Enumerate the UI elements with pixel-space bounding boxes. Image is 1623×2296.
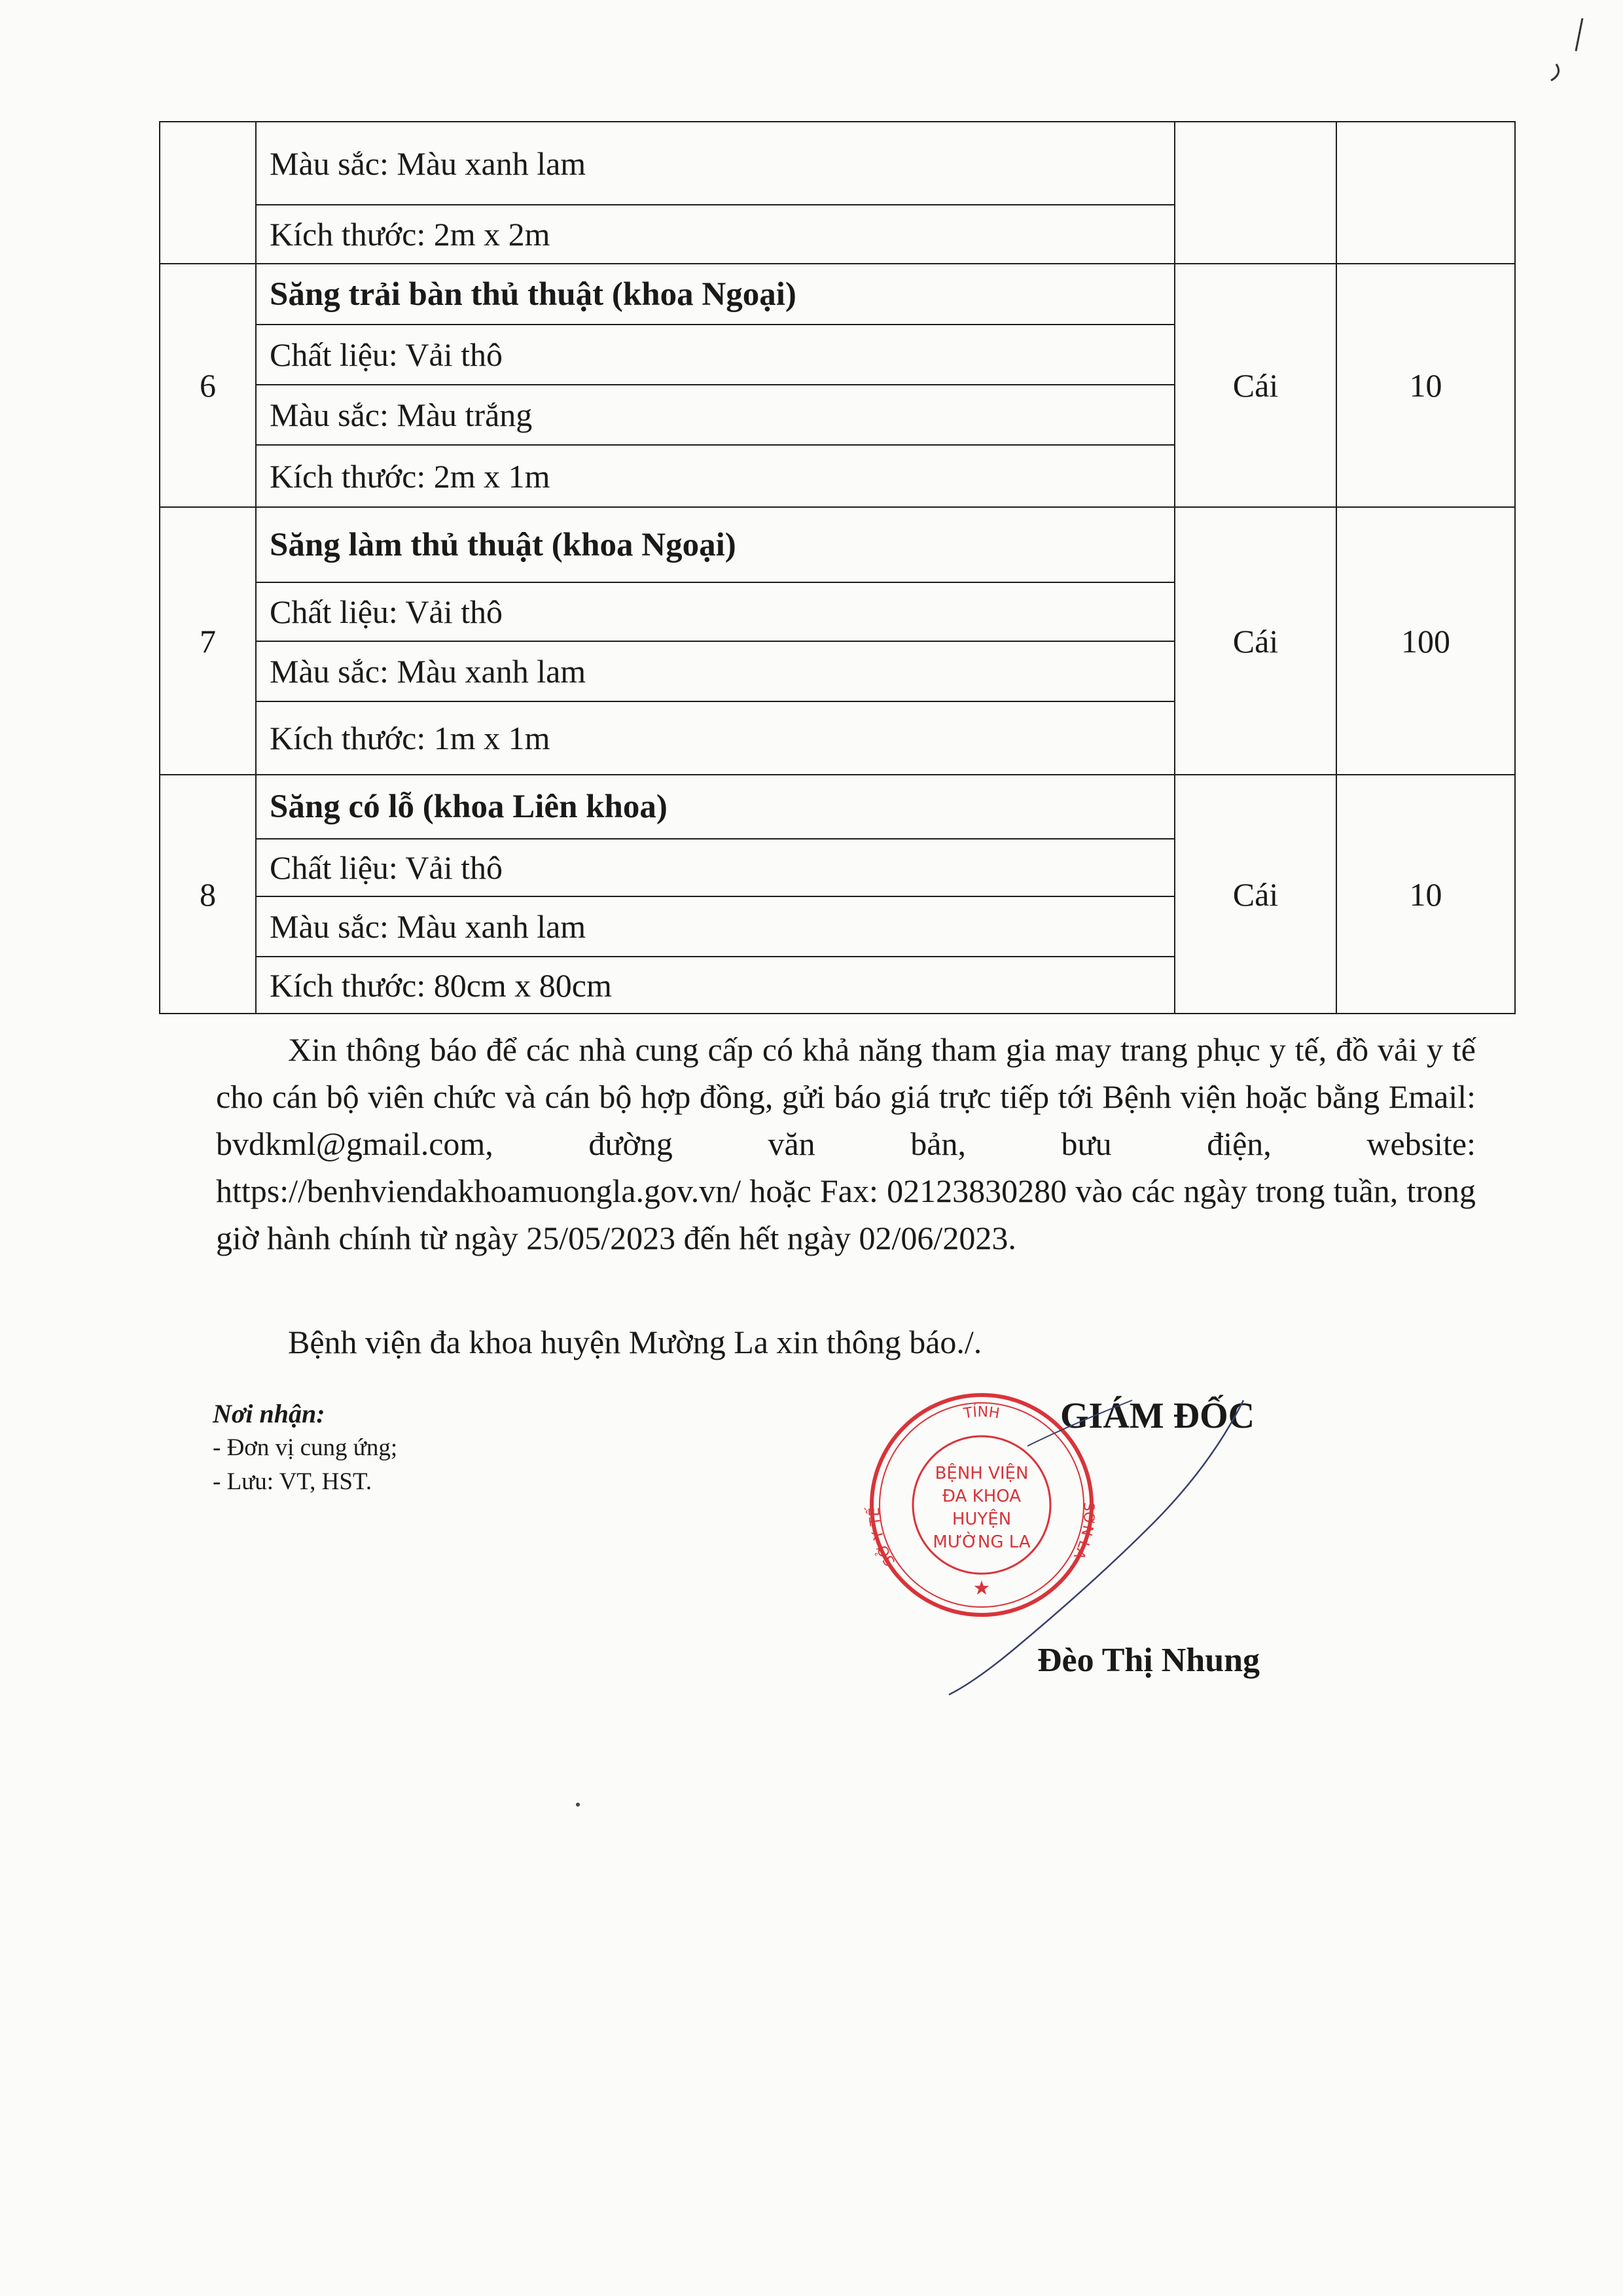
table-row — [160, 775, 1515, 1014]
recipients-title: Nơi nhận: — [213, 1399, 325, 1428]
row-line: Màu sắc: Màu trắng — [257, 384, 1174, 444]
row-line: Màu sắc: Màu xanh lam — [270, 145, 586, 182]
stamp-inner-line: MƯỜNG LA — [933, 1532, 1031, 1552]
stamp-outer-left: SỞ Y TẾ — [866, 1507, 899, 1569]
row-title: Săng trải bàn thủ thuật (khoa Ngoại) — [270, 275, 796, 313]
row-stt — [160, 122, 256, 264]
row-title: Săng có lỗ (khoa Liên khoa) — [270, 788, 668, 825]
row-unit: Cái — [1175, 264, 1336, 507]
row-description — [256, 507, 1175, 775]
recipient-item: - Đơn vị cung ứng; — [213, 1434, 398, 1461]
row-stt: 7 — [160, 507, 256, 775]
stamp-inner-line: BỆNH VIỆN — [935, 1464, 1029, 1483]
row-line: Kích thước: 80cm x 80cm — [257, 956, 1174, 1013]
table-row — [160, 507, 1515, 775]
closing-paragraph — [216, 1318, 1476, 1366]
stamp-star-icon: ★ — [972, 1577, 991, 1600]
row-line: Chất liệu: Vải thô — [257, 838, 1174, 896]
row-line: Chất liệu: Vải thô — [257, 582, 1174, 641]
row-description — [256, 775, 1175, 1014]
row-unit: Cái — [1175, 507, 1336, 775]
table-row — [160, 122, 1515, 264]
stamp-inner-line: ĐA KHOA — [942, 1487, 1022, 1506]
row-stt: 8 — [160, 775, 256, 1014]
signer-title: GIÁM ĐỐC — [1060, 1396, 1255, 1436]
stray-dot — [576, 1803, 580, 1807]
row-qty: 10 — [1336, 264, 1515, 507]
row-line: Kích thước: 1m x 1m — [257, 701, 1174, 774]
signer-name: Đèo Thị Nhung — [1037, 1642, 1260, 1679]
row-description — [256, 122, 1175, 264]
notice-paragraph — [216, 1026, 1476, 1262]
notice-paragraph-text: Xin thông báo để các nhà cung cấp có khả năng tham gia may trang phục y tế, đồ vải y tế cho cán bộ viên chức và cán bộ hợp đồng, gửi báo giá trực tiếp tới Bệnh viện hoặc bằng Email: bvdkml@gmail.com, đường văn bản, bưu điện, website: https://benhviendakhoamuongla.gov.vn/ hoặc Fax: 02123830280 vào các ngày trong tuần, trong giờ hành chính từ ngày 25/05/2023 đến hết ngày 02/06/2023. — [216, 1031, 1476, 1256]
row-stt: 6 — [160, 264, 256, 507]
closing-paragraph-text: Bệnh viện đa khoa huyện Mường La xin thông báo./. — [288, 1324, 982, 1360]
row-qty — [1336, 122, 1515, 264]
row-description — [256, 264, 1175, 507]
row-qty: 100 — [1336, 507, 1515, 775]
row-unit: Cái — [1175, 775, 1336, 1014]
row-line: Kích thước: 2m x 1m — [257, 444, 1174, 506]
row-qty: 10 — [1336, 775, 1515, 1014]
row-line: Kích thước: 2m x 2m — [257, 204, 1174, 263]
row-line: Màu sắc: Màu xanh lam — [257, 896, 1174, 956]
corner-pen-mark — [1537, 12, 1596, 84]
table-row — [160, 264, 1515, 507]
row-title: Săng làm thủ thuật (khoa Ngoại) — [270, 526, 736, 563]
stamp-outer-right: SƠN LA — [1069, 1501, 1097, 1562]
items-table — [159, 121, 1516, 1014]
recipients-block — [213, 1397, 397, 1499]
stamp-outer-top: TỈNH — [962, 1404, 1001, 1422]
svg-text:SỞ Y TẾ — [865, 1506, 899, 1568]
row-line: Màu sắc: Màu xanh lam — [257, 641, 1174, 701]
row-line: Chất liệu: Vải thô — [257, 324, 1174, 384]
row-unit — [1175, 122, 1336, 264]
stamp-inner-line: HUYỆN — [952, 1510, 1012, 1529]
recipient-item: - Lưu: VT, HST. — [213, 1468, 372, 1495]
